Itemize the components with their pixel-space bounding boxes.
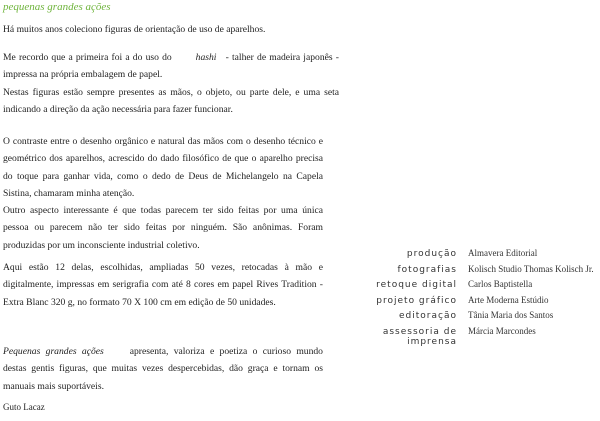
credit-name: Márcia Marcondes [468, 325, 536, 336]
closing-rest: apresenta, valoriza e poetiza o curioso mundo destas gentis figuras, que muitas vezes despercebidas, dão graça e tornam os manuais mais suportáveis. [3, 346, 323, 392]
intro-text: Há muitos anos coleciono figuras de orientação de uso de aparelhos. [3, 24, 266, 35]
credit-row [330, 295, 594, 311]
hashi-text [3, 49, 339, 84]
credit-role: editoração [399, 311, 457, 321]
contrast-paragraph [3, 133, 323, 254]
credit-name: Tânia Maria dos Santos [468, 310, 554, 320]
hashi-before: Me recordo que a primeira foi a do uso do [3, 52, 172, 63]
credit-name: Almavera Editorial [468, 248, 538, 258]
hashi-line2: Nestas figuras estão sempre presentes as mãos, o objeto, ou parte dele, e uma seta indicando a direção da ação necessária para fazer funcionar. [3, 86, 339, 115]
closing-italic-title: Pequenas grandes ações [3, 346, 104, 357]
credit-row [330, 264, 594, 280]
signature: Guto Lacaz [3, 402, 45, 412]
hashi-paragraph [3, 49, 339, 118]
hashi-word: hashi [195, 52, 217, 63]
selection-paragraph [3, 259, 323, 311]
contrast-line2: Outro aspecto interessante é que todas parecem ter sido feitas por uma única pessoa ou parecem não ter sido feitas por ninguém. São anônimas. Foram produzidas por um inconsciente industrial coletivo. [3, 205, 323, 251]
credit-row [330, 325, 594, 347]
intro-paragraph [3, 21, 343, 38]
credit-row [330, 310, 594, 326]
credit-role: projeto gráfico [376, 295, 457, 306]
credit-name: Kolisch Studio Thomas Kolisch Jr. [468, 263, 594, 274]
page-title: pequenas grandes ações [3, 1, 111, 13]
credit-name: Arte Moderna Estúdio [468, 294, 549, 305]
credit-name: Carlos Baptistella [468, 279, 533, 289]
credit-role: retoque digital [376, 280, 457, 290]
credits-list [330, 248, 594, 347]
credit-role: fotografias [397, 264, 457, 275]
credit-role: produção [406, 249, 457, 259]
selection-text: Aqui estão 12 delas, escolhidas, ampliadas 50 vezes, retocadas à mão e digitalmente, impressas em serigrafia com até 8 cores em papel Rives Tradition - Extra Blanc 320 g, no formato 70 X 100 cm em edição de 50 unidades. [3, 262, 323, 308]
credit-role: assessoria de imprensa [382, 326, 457, 347]
closing-paragraph [3, 343, 323, 395]
credit-row [330, 279, 594, 295]
closing-text [3, 343, 323, 395]
credit-row [330, 248, 594, 264]
hashi-after: - talher de madeira japonês - impressa na própria embalagem de papel. [3, 52, 339, 81]
contrast-text: O contraste entre o desenho orgânico e natural das mãos com o desenho técnico e geométrico dos aparelhos, acrescido do dado filosófico de que o aparelho precisa do toque para ganhar vida, como o dedo de Deus de Michelangelo na Capela Sistina, chamaram minha atenção. [3, 136, 323, 199]
